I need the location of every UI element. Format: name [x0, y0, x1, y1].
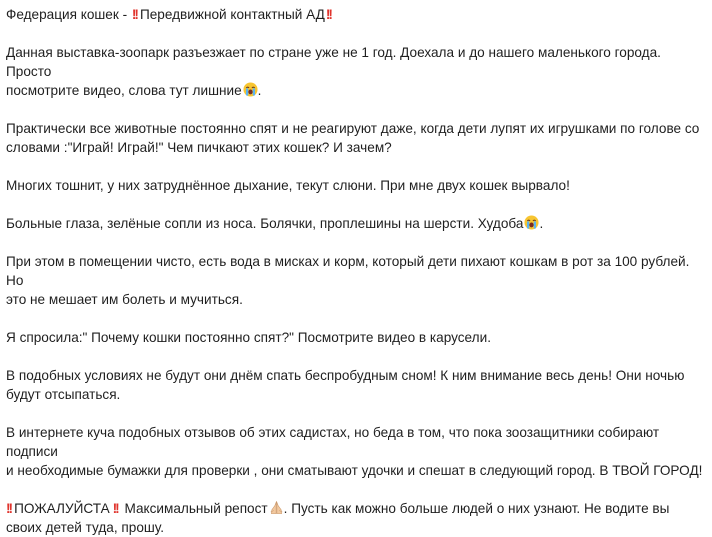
paragraph-9: !! ПОЖАЛУЙСТА !! Максимальный репост . Пусть как можно больше людей о них узнают. Не водите вы своих детей туда, прошу.	[6, 501, 670, 535]
post-text	[6, 5, 706, 537]
paragraph-5: При этом в помещении чисто, есть вода в мисках и корм, который дети пихают кошкам в рот за 100 рублей. Но это не мешает им болеть и мучиться.	[6, 254, 690, 307]
paragraph-1: Данная выставка-зоопарк разъезжает по стране уже не 1 год. Доехала и до нашего маленького города. Просто посмотрите видео, слова тут лишние .	[6, 45, 661, 98]
paragraph-6: Я спросила:" Почему кошки постоянно спят?" Посмотрите видео в карусели.	[6, 330, 491, 345]
loudly-crying-face-icon	[243, 82, 258, 97]
paragraph-8: В интернете куча подобных отзывов об этих садистах, но беда в том, что пока зоозащитники собирают подписи и необходимые бумажки для проверки , они сматывают удочки и спешат в следующий город. В ТВОЙ ГОРОД!	[6, 425, 703, 478]
paragraph-4: Больные глаза, зелёные сопли из носа. Болячки, проплешины на шерсти. Худоба .	[6, 216, 544, 231]
title-prefix: Федерация кошек -	[6, 7, 131, 22]
paragraph-3: Многих тошнит, у них затруднённое дыхание, текут слюни. При мне двух кошек вырвало!	[6, 178, 570, 193]
double-exclamation-icon: !!	[6, 501, 12, 516]
double-exclamation-icon: !!	[325, 7, 331, 22]
paragraph-7: В подобных условиях не будут они днём спать беспробудным сном! К ним внимание весь день! Они ночью будут отсыпаться.	[6, 368, 685, 402]
please-text: ПОЖАЛУЙСТА	[14, 501, 110, 516]
double-exclamation-icon: !!	[112, 501, 118, 516]
title-main: Передвижной контактный АД	[139, 7, 325, 22]
double-exclamation-icon: !!	[131, 7, 137, 22]
post-title	[6, 5, 706, 24]
paragraph-2: Практически все животные постоянно спят и не реагируют даже, когда дети лупят их игрушками по голове со словами :"Играй! Играй!" Чем пичкают этих кошек? И зачем?	[6, 121, 700, 155]
folded-hands-icon	[269, 500, 284, 515]
loudly-crying-face-icon	[524, 215, 539, 230]
